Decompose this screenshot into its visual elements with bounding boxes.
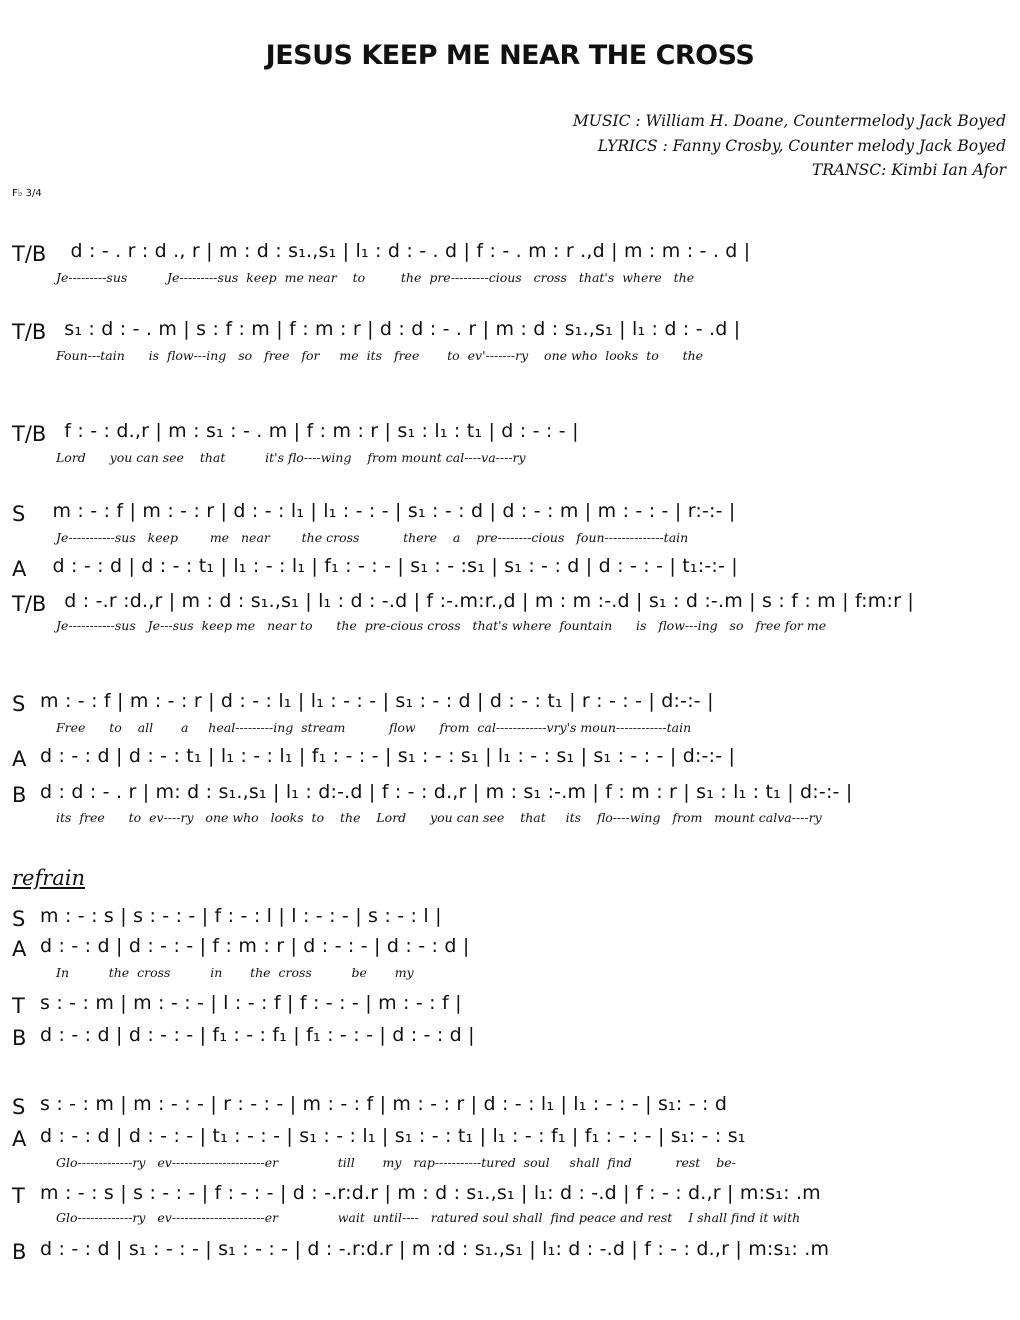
lyrics-line: its free to ev----ry one who looks to the Lord you can see that its flo----wing from mount calva----ry xyxy=(56,810,822,825)
lyrics-line: Foun---tain is flow---ing so free for me its free to ev'-------ry one who looks to the xyxy=(56,348,704,363)
part-label: T/B xyxy=(12,422,47,446)
part-label: S xyxy=(12,502,26,526)
lyrics-line: Je-----------sus keep me near the cross there a pre--------cious foun--------------tain xyxy=(56,530,689,545)
part-label: B xyxy=(12,1240,27,1264)
part-label: A xyxy=(12,557,27,581)
part-label: T xyxy=(12,994,25,1018)
lyrics-line: Je---------sus Je---------sus keep me near to the pre---------cious cross that's where the xyxy=(56,270,695,285)
transcription-credit: TRANSC: Kimbi Ian Afor xyxy=(811,161,1006,179)
solfa-notes: m : - : f | m : - : r | d : - : l₁ | l₁ : - : - | s₁ : - : d | d : - : m | m : - : - | r:-:- | xyxy=(40,500,736,522)
key-signature: F♭ 3/4 xyxy=(12,188,42,199)
solfa-notes: d : - : d | d : - : t₁ | l₁ : - : l₁ | f₁ : - : - | s₁ : - :s₁ | s₁ : - : d | d : - : - | t₁:-:- | xyxy=(40,555,738,577)
solfa-notes: d : - : d | d : - : - | t₁ : - : - | s₁ : - : l₁ | s₁ : - : t₁ | l₁ : - : f₁ | f₁ : - : - | s₁: - : s₁ xyxy=(40,1125,746,1147)
part-label: B xyxy=(12,1026,27,1050)
solfa-notes: f : - : d.,r | m : s₁ : - . m | f : m : r | s₁ : l₁ : t₁ | d : - : - | xyxy=(58,420,579,442)
part-label: S xyxy=(12,692,26,716)
page-title: JESUS KEEP ME NEAR THE CROSS xyxy=(265,40,755,71)
lyrics-line: In the cross in the cross be my xyxy=(56,965,414,980)
solfa-notes: s : - : m | m : - : - | r : - : - | m : - : f | m : - : r | d : - : l₁ | l₁ : - : - | s₁: - : d xyxy=(40,1093,728,1115)
part-label: S xyxy=(12,1095,26,1119)
solfa-notes: d : - : d | d : - : t₁ | l₁ : - : l₁ | f₁ : - : - | s₁ : - : s₁ | l₁ : - : s₁ | s₁ : - : - | d:-:- | xyxy=(40,745,736,767)
lyrics-credit: LYRICS : Fanny Crosby, Counter melody Jack Boyed xyxy=(597,137,1006,155)
lyrics-line: Glo-------------ry ev----------------------er till my rap-----------tured soul shall find rest be- xyxy=(56,1155,736,1170)
solfa-notes: m : - : f | m : - : r | d : - : l₁ | l₁ : - : - | s₁ : - : d | d : - : t₁ | r : - : - | d:-:- | xyxy=(40,690,714,712)
solfa-notes: d : d : - . r | m: d : s₁.,s₁ | l₁ : d:-.d | f : - : d.,r | m : s₁ :-.m | f : m : r | s₁ : l₁ : t₁ | d:-:- | xyxy=(40,781,853,803)
lyrics-line: Lord you can see that it's flo----wing from mount cal----va----ry xyxy=(56,450,526,465)
music-credit: MUSIC : William H. Doane, Countermelody Jack Boyed xyxy=(572,112,1006,130)
lyrics-line: Je-----------sus Je---sus keep me near to the pre-cious cross that's where fountain is flow---ing so free for me xyxy=(56,618,827,633)
part-label: T/B xyxy=(12,242,47,266)
solfa-notes: d : -.r :d.,r | m : d : s₁.,s₁ | l₁ : d : -.d | f :-.m:r.,d | m : m :-.d | s₁ : d :-.m | s : f : m | f:m:r | xyxy=(58,590,914,612)
solfa-notes: m : - : s | s : - : - | f : - : - | d : -.r:d.r | m : d : s₁.,s₁ | l₁: d : -.d | f : - : d.,r | m:s₁: .m xyxy=(40,1182,821,1204)
part-label: T/B xyxy=(12,592,47,616)
part-label: S xyxy=(12,907,26,931)
refrain-label: refrain xyxy=(12,866,86,890)
part-label: T xyxy=(12,1184,25,1208)
solfa-notes: s₁ : d : - . m | s : f : m | f : m : r | d : d : - . r | m : d : s₁.,s₁ | l₁ : d : - .d | xyxy=(58,318,741,340)
part-label: A xyxy=(12,1127,27,1151)
solfa-notes: d : - : d | d : - : - | f₁ : - : f₁ | f₁ : - : - | d : - : d | xyxy=(40,1024,475,1046)
solfa-notes: d : - : d | s₁ : - : - | s₁ : - : - | d : -.r:d.r | m :d : s₁.,s₁ | l₁: d : -.d | f : - : d.,r | m:s₁: .m xyxy=(40,1238,830,1260)
solfa-notes: s : - : m | m : - : - | l : - : f | f : - : - | m : - : f | xyxy=(40,992,462,1014)
solfa-notes: m : - : s | s : - : - | f : - : l | l : - : - | s : - : l | xyxy=(40,905,442,927)
lyrics-line: Free to all a heal---------ing stream flow from cal------------vry's moun------------tain xyxy=(56,720,692,735)
part-label: A xyxy=(12,937,27,961)
part-label: T/B xyxy=(12,320,47,344)
part-label: A xyxy=(12,747,27,771)
part-label: B xyxy=(12,783,27,807)
solfa-notes: d : - . r : d ., r | m : d : s₁.,s₁ | l₁ : d : - . d | f : - . m : r .,d | m : m : - . d | xyxy=(58,240,751,262)
lyrics-line: Glo-------------ry ev----------------------er wait until---- ratured soul shall find peace and rest I shall find it with xyxy=(56,1210,801,1225)
solfa-notes: d : - : d | d : - : - | f : m : r | d : - : - | d : - : d | xyxy=(40,935,470,957)
